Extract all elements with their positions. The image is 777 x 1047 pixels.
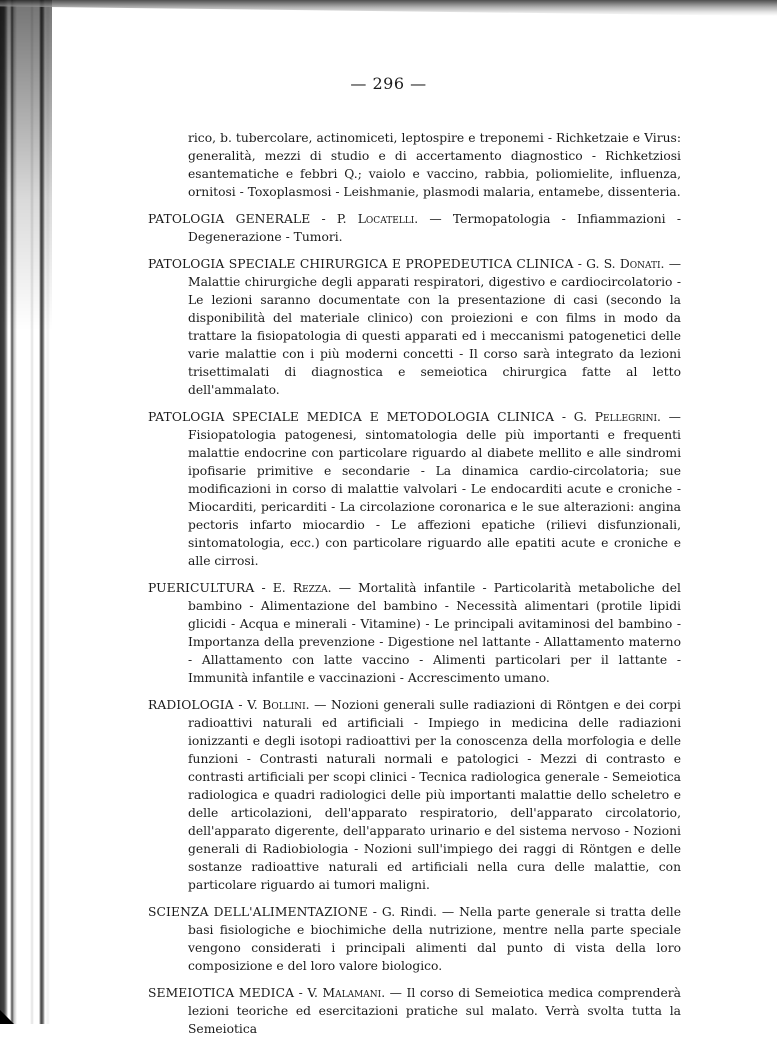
course-entry — [148, 210, 681, 246]
course-description: Termopatologia - Infiammazioni - Degenerazione - Tumori. — [188, 212, 681, 244]
course-subject: PATOLOGIA SPECIALE MEDICA E METODOLOGIA CLINICA — [148, 410, 555, 424]
course-subject: PATOLOGIA GENERALE — [148, 212, 311, 226]
separator: — — [309, 698, 331, 712]
separator: - — [294, 986, 308, 1000]
scan-shadow-left — [0, 0, 52, 330]
course-author: E. Rezza. — [272, 581, 332, 595]
course-entry — [148, 579, 681, 687]
course-description: Fisiopatologia patogenesi, sintomatologia delle più importanti e frequenti malattie endocrine con particolare riguardo al diabete mellito e alle sindromi ipofisarie primitive e secondarie - La dinamica cardio-circolatoria; sue modificazioni in corso di malattie valvolari - Le endocarditi acute e croniche - Miocarditi, pericarditi - La circolazione coronarica e le sue alterazioni: angina pectoris infarto miocardio - Le affezioni epatiche (rilievi disfunzionali, sintomatologia, ecc.) con particolare riguardo alle epatiti acute e croniche e alle cirrosi. — [188, 428, 681, 568]
course-subject: SCIENZA DELL'ALIMENTAZIONE — [148, 905, 368, 919]
page-number: — 296 — — [350, 74, 427, 93]
separator: — — [331, 581, 359, 595]
scan-corner — [0, 1010, 14, 1024]
course-subject: SEMEIOTICA MEDICA — [148, 986, 295, 1000]
separator: - — [310, 212, 337, 226]
separator: - — [254, 581, 273, 595]
separator: — — [418, 212, 453, 226]
course-entry — [148, 255, 681, 399]
course-author: G. Rindi. — [381, 905, 437, 919]
continuation-paragraph: rico, b. tubercolare, actinomiceti, leptospire e treponemi - Richketzaie e Virus: generalità, mezzi di studio e di accertamento diagnostico - Richketziosi esantematiche e febbri Q.; vaiolo e vaccino, rabbia, poliomielite, influenza, ornitosi - Toxoplasmosi - Leishmanie, plasmodi malaria, entamebe, dissenteria. — [188, 131, 681, 199]
course-author: P. Locatelli. — [336, 212, 419, 226]
separator: — — [664, 257, 681, 271]
course-entry — [148, 696, 681, 894]
course-author: V. Bollini. — [247, 698, 310, 712]
separator: - — [554, 410, 574, 424]
course-description: Nozioni generali sulle radiazioni di Röntgen e dei corpi radioattivi naturali ed artificiali - Impiego in medicina delle radiazioni ionizzanti e degli isotopi radioattivi per la conoscenza della morfologia e delle funzioni - Contrasti naturali normali e patologici - Mezzi di contrasto e contrasti artificiali per scopi clinici - Tecnica radiologica generale - Semeiotica radiologica e quadri radiologici delle più importanti malattie dello scheletro e delle articolazioni, dell'apparato respiratorio, dell'apparato circolatorio, dell'apparato digerente, dell'apparato urinario e del sistema nervoso - Nozioni generali di Radiobiologia - Nozioni sull'impiego dei raggi di Röntgen e delle sostanze radioattive naturali ed artificiali nella cura delle malattie, con particolare riguardo ai tumori maligni. — [188, 698, 681, 892]
separator: - — [233, 698, 248, 712]
course-entry — [148, 408, 681, 570]
course-subject: RADIOLOGIA — [148, 698, 234, 712]
course-subject: PATOLOGIA SPECIALE CHIRURGICA E PROPEDEUTICA CLINICA — [148, 257, 574, 271]
separator: - — [573, 257, 587, 271]
course-author: G. Pellegrini. — [573, 410, 661, 424]
course-description: Mortalità infantile - Particolarità metaboliche del bambino - Alimentazione del bambino - Necessità alimentari (protile lipidi glicidi - Acqua e minerali - Vitamine) - Le principali avitaminosi del bambino - Importanza della prevenzione - Digestione nel lattante - Allattamento materno - Allattamento con latte vaccino - Alimenti particolari per il lattante - Immunità infantile e vaccinazioni - Accrescimento umano. — [188, 581, 681, 685]
separator: — — [660, 410, 681, 424]
course-description: Malattie chirurgiche degli apparati respiratori, digestivo e cardiocircolatorio - Le lezioni saranno documentate con la presentazione di casi (secondo la disponibilità del materiale clinico) con proiezioni e con films in modo da trattare la fisiopatologia di questi apparati ed i meccanismi patogenetici delle varie malattie con i più moderni concetti - Il corso sarà integrato da lezioni trisettimalati di diagnostica e semeiotica chirurgica fatte al letto dell'ammalato. — [188, 275, 681, 397]
course-entry — [148, 984, 681, 1038]
course-subject: PUERICULTURA — [148, 581, 255, 595]
course-author: G. S. Donati. — [586, 257, 665, 271]
course-author: V. Malamani. — [307, 986, 386, 1000]
separator: - — [367, 905, 382, 919]
scan-edge-top — [0, 0, 777, 16]
page-content — [148, 129, 681, 1047]
course-description: Nella parte generale si tratta delle basi fisiologiche e biochimiche della nutrizione, mentre nella parte speciale vengono considerati i principali alimenti dal punto di vista della loro composizione e del loro valore biologico. — [188, 905, 682, 973]
separator: — — [385, 986, 407, 1000]
course-entry — [148, 903, 681, 975]
course-description: Il corso di Semeiotica medica comprenderà lezioni teoriche ed esercitazioni pratiche sul malato. Verrà svolta tutta la Semeiotica — [188, 986, 681, 1036]
separator: — — [436, 905, 460, 919]
